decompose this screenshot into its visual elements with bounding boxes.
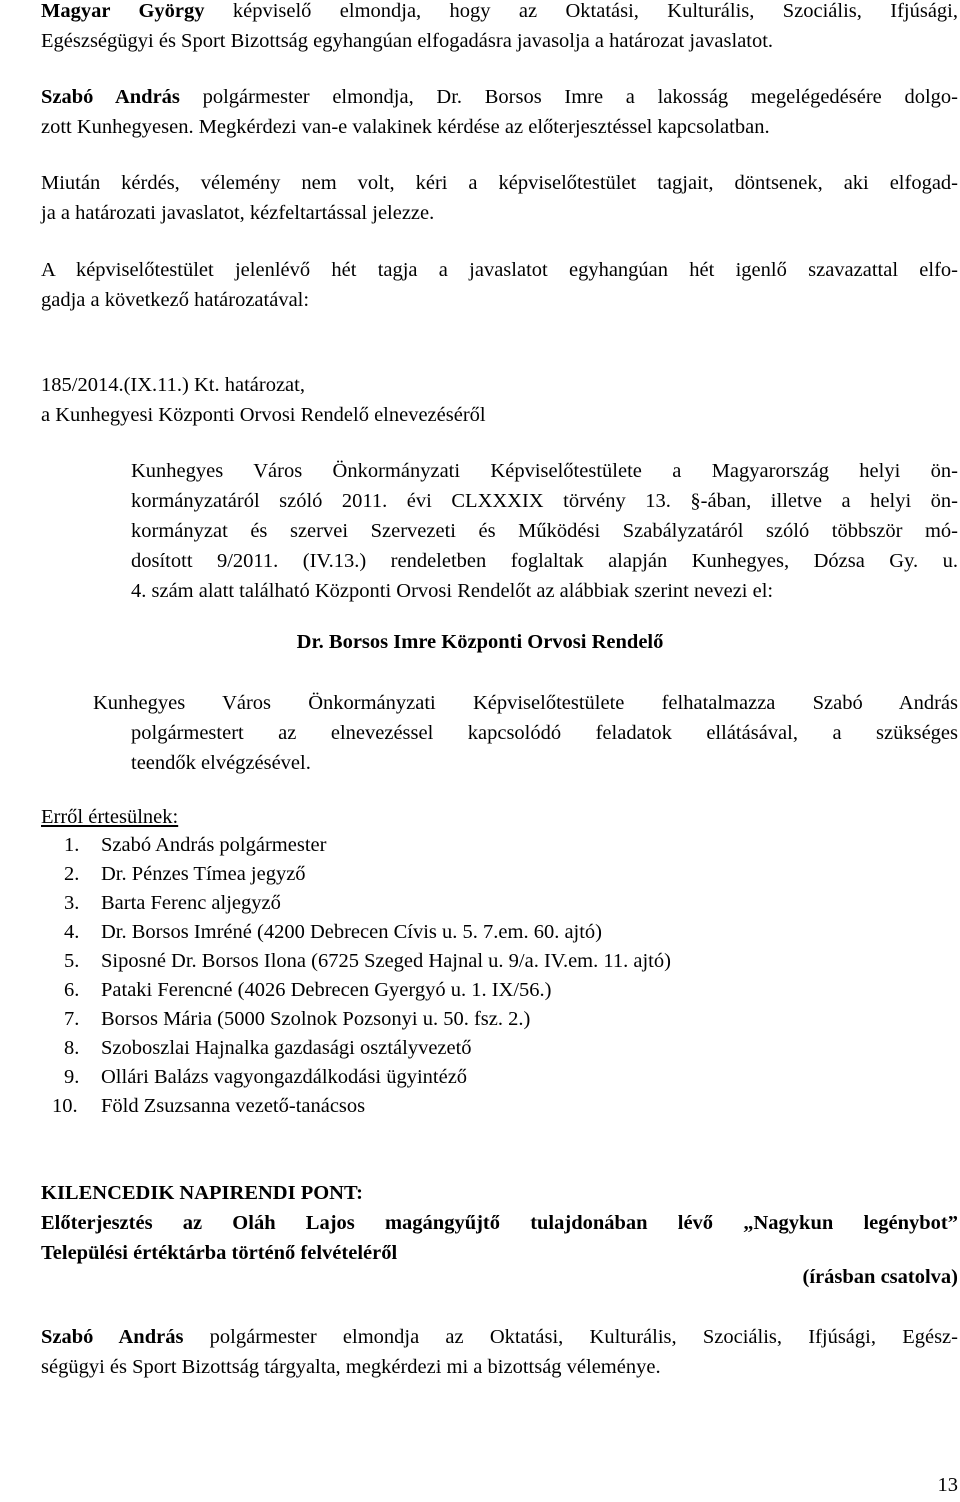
speaker-name: Szabó András [41,1326,184,1348]
list-item: 9. Ollári Balázs vagyongazdálkodási ügyintéző [64,1066,468,1088]
list-item: 10. Föld Zsuzsanna vezető-tanácsos [52,1095,366,1117]
resolution-header [41,370,958,430]
speaker-name: Magyar György [41,0,205,22]
agenda-heading: KILENCEDIK NAPIRENDI PONT: [41,1182,363,1204]
paragraph-vote-result: A képviselőtestület jelenlévő hét tagja a javaslatot egyhangúan hét igenlő szavazattal elfo- gadja a következő határozatával: [41,259,958,311]
resolution-subject: a Kunhegyesi Központi Orvosi Rendelő elnevezéséről [41,404,486,426]
agenda-item: KILENCEDIK NAPIRENDI PONT: Előterjesztés az Oláh Lajos magángyűjtő tulajdonában lévő „Nagykun legénybot” Települési értéktárba történő felvételéről [41,1178,958,1268]
list-item: 6. Pataki Ferencné (4026 Debrecen Gyergyó u. 1. IX/56.) [64,979,552,1001]
paragraph-committee-opinion: Magyar György képviselő elmondja, hogy az Oktatási, Kulturális, Szociális, Ifjúsági, Egészségügyi és Sport Bizottság egyhangúan elfogadásra javasolja a határozat javaslatot. [41,0,958,52]
institution-name: Dr. Borsos Imre Központi Orvosi Rendelő [296,631,664,653]
speaker-name: Szabó András [41,86,180,108]
paragraph-vote-call: Miután kérdés, vélemény nem volt, kéri a képviselőtestület tagjait, döntsenek, aki elfogad- ja a határozati javaslatot, kézfeltartással jelezze. [41,172,958,224]
list-item: 8. Szoboszlai Hajnalka gazdasági osztályvezető [64,1037,472,1059]
paragraph-mayor-committee: Szabó András polgármester elmondja az Oktatási, Kulturális, Szociális, Ifjúsági, Egész- ségügyi és Sport Bizottság tárgyalta, megkérdezi mi a bizottság véleménye. [41,1326,958,1378]
agenda-title: Előterjesztés az Oláh Lajos magángyűjtő tulajdonában lévő „Nagykun legénybot” [41,1212,958,1234]
list-item: 4. Dr. Borsos Imréné (4200 Debrecen Cívis u. 5. 7.em. 60. ajtó) [64,921,603,943]
notify-heading: Erről értesülnek: [41,806,179,828]
list-item: 3. Barta Ferenc aljegyző [64,892,281,914]
paragraph-mayor-statement: Szabó András polgármester elmondja, Dr. Borsos Imre a lakosság megelégedésére dolgo- zott Kunhegyesen. Megkérdezi van-e valakinek kérdése az előterjesztéssel kapcsolatban. [41,86,958,138]
resolution-authorization: Kunhegyes Város Önkormányzati Képviselőtestülete felhatalmazza Szabó András polgármestert az elnevezéssel kapcsolódó feladatok ellátásával, a szükséges teendők elvégzésével. [93,692,958,774]
page-number: 13 [937,1474,958,1496]
attached-note: (írásban csatolva) [802,1266,958,1288]
list-item: 1. Szabó András polgármester [64,834,327,856]
notify-list [52,831,671,1121]
list-item: 7. Borsos Mária (5000 Szolnok Pozsonyi u. 50. fsz. 2.) [64,1008,531,1030]
resolution-body: Kunhegyes Város Önkormányzati Képviselőtestülete a Magyarország helyi ön- kormányzatáról szóló 2011. évi CLXXXIX törvény 13. §-ában, illetve a helyi ön- kormányzat és szervei Szervezeti és Működési Szabályzatáról szóló többször mó- dosított 9/2011. (IV.13.) rendeletben foglaltak alapján Kunhegyes, Dózsa Gy. u. 4. szám alatt található Központi Orvosi Rendelőt az alábbiak szerint nevezi el: [131,460,958,602]
list-item: 5. Siposné Dr. Borsos Ilona (6725 Szeged Hajnal u. 9/a. IV.em. 11. ajtó) [64,950,671,972]
list-item: 2. Dr. Pénzes Tímea jegyző [64,863,306,885]
resolution-number: 185/2014.(IX.11.) Kt. határozat, [41,374,305,396]
